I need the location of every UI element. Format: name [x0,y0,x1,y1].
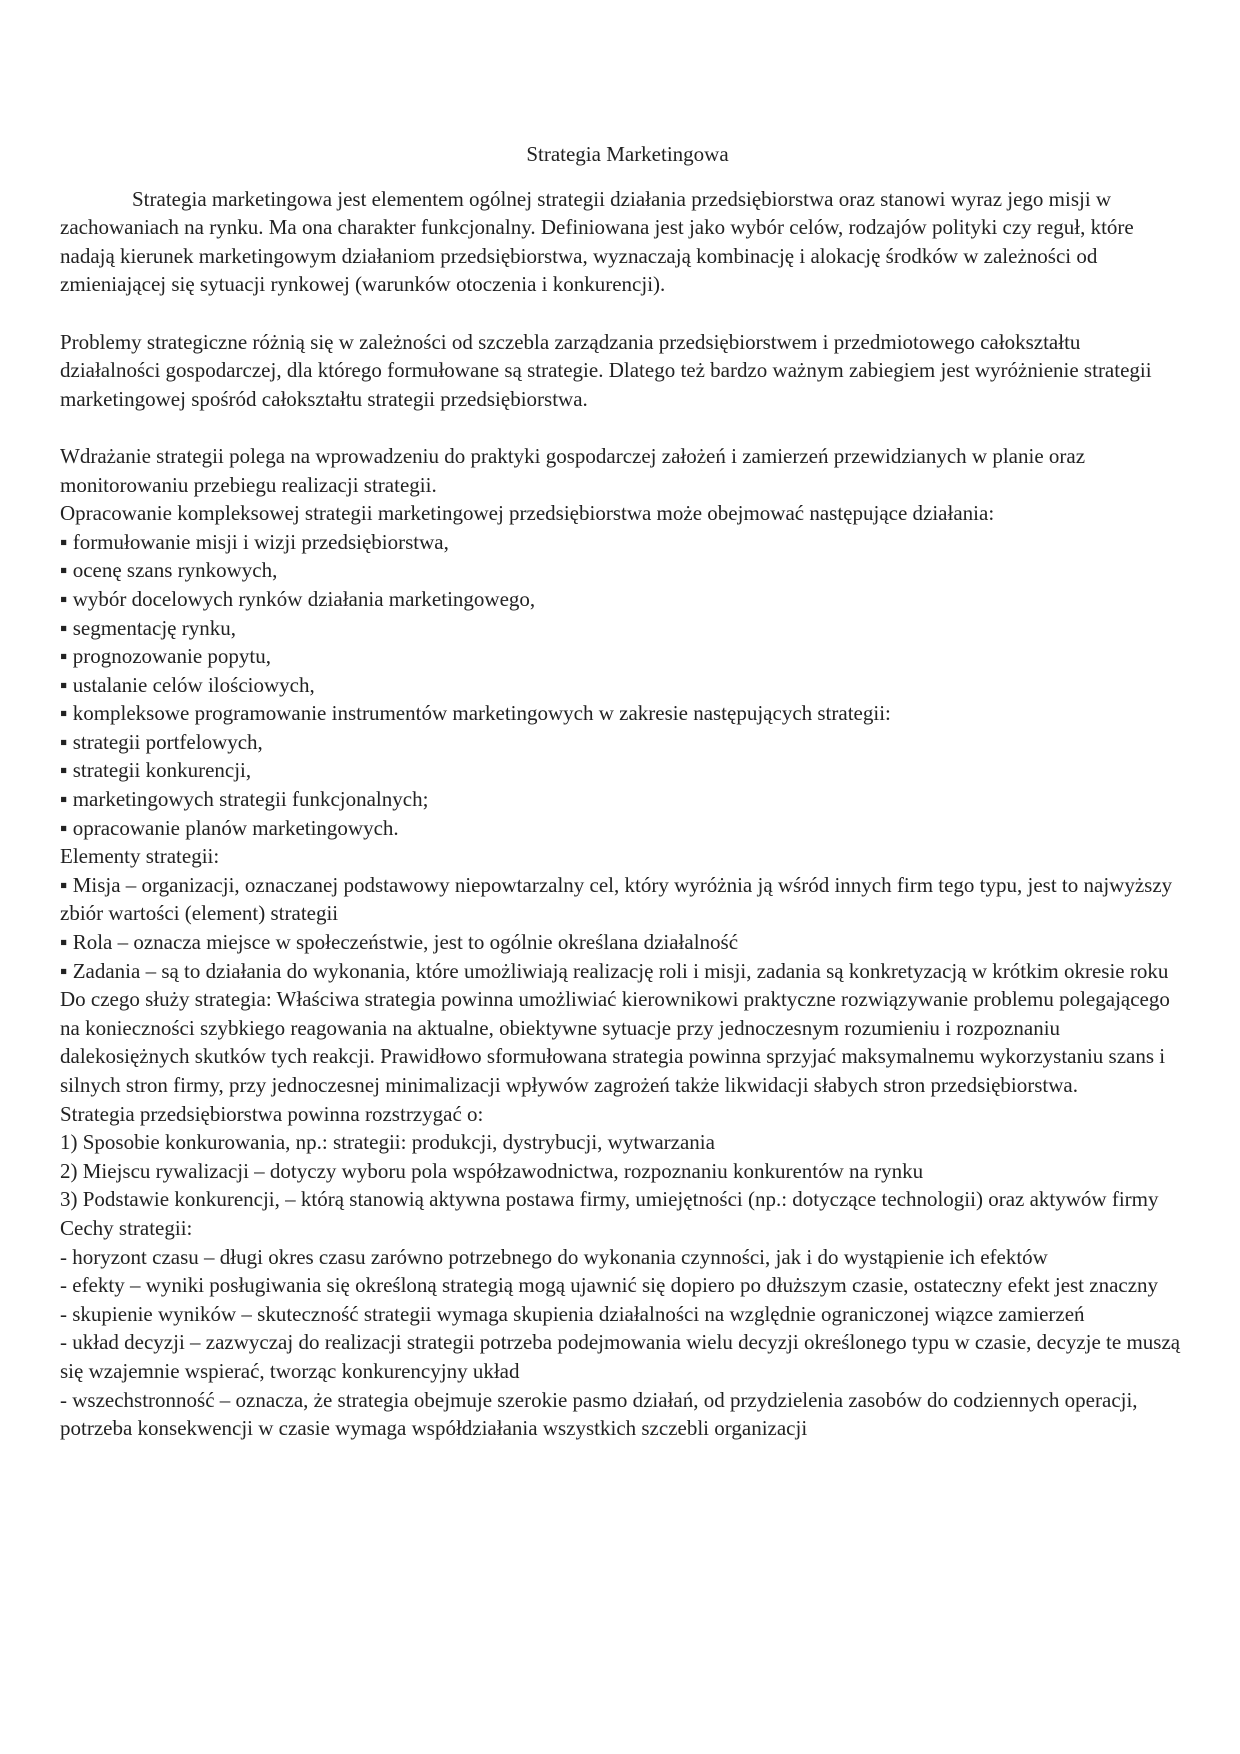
list-item: ▪ Rola – oznacza miejsce w społeczeństwie, jest to ogólnie określana działalność [60,930,739,955]
list-item: 2) Miejscu rywalizacji – dotyczy wyboru pola współzawodnictwa, rozpoznaniu konkurentów na rynku [60,1158,924,1183]
paragraph-gap [60,413,1185,442]
list-item: ▪ strategii konkurencji, [60,758,252,783]
paragraph-gap [60,299,1185,328]
list-item: ▪ kompleksowe programowanie instrumentów marketingowych w zakresie następujących strategii: [60,701,891,726]
problems-paragraph: Problemy strategiczne różnią się w zależności od szczebla zarządzania przedsiębiorstwem i przedmiotowego całokształtu działalności gospodarczej, dla którego formułowane są strategie. Dlatego też bardzo ważnym zabiegiem jest wyróżnienie strategii marketingowej spośród całokształtu strategii przedsiębiorstwa. [60,329,1152,411]
list-item: ▪ opracowanie planów marketingowych. [60,815,399,840]
document-page [60,140,1185,1443]
list-item: - skupienie wyników – skuteczność strategii wymaga skupienia działalności na względnie ograniczonej wiązce zamierzeń [60,1301,1085,1326]
list-item: ▪ marketingowych strategii funkcjonalnych; [60,787,429,812]
list-item: 1) Sposobie konkurowania, np.: strategii: produkcji, dystrybucji, wytwarzania [60,1130,715,1155]
list-item: ▪ wybór docelowych rynków działania marketingowego, [60,586,536,611]
list-item: - efekty – wyniki posługiwania się określoną strategią mogą ujawnić się dopiero po dłuższym czasie, ostateczny efekt jest znaczny [60,1273,1159,1298]
list-item: ▪ segmentację rynku, [60,615,236,640]
implementation-paragraph: Wdrażanie strategii polega na wprowadzeniu do praktyki gospodarczej założeń i zamierzeń przewidzianych w planie oraz monitorowaniu przebiegu realizacji strategii. [60,443,1086,497]
elements-heading: Elementy strategii: [60,844,220,869]
list-item: ▪ ustalanie celów ilościowych, [60,672,315,697]
list-item: ▪ ocenę szans rynkowych, [60,558,278,583]
list-item: - horyzont czasu – długi okres czasu zarówno potrzebnego do wykonania czynności, jak i do wystąpienie ich efektów [60,1244,1048,1269]
list-item: ▪ Misja – organizacji, oznaczanej podstawowy niepowtarzalny cel, który wyróżnia ją wśród innych firm tego typu, jest to najwyższy zbiór wartości (element) strategii [60,872,1173,926]
list-item: ▪ strategii portfelowych, [60,729,263,754]
document-title: Strategia Marketingowa [526,142,729,166]
list-item: - wszechstronność – oznacza, że strategia obejmuje szerokie pasmo działań, od przydzielenia zasobów do codziennych operacji, potrzeba konsekwencji w czasie wymaga współdziałania wszystkich szczebli organizacji [60,1387,1138,1441]
purpose-paragraph: Do czego służy strategia: Właściwa strategia powinna umożliwiać kierownikowi praktyczne rozwiązywanie problemu polegającego na konieczności szybkiego reagowania na aktualne, obiektywne sytuacje przy jednoczesnym rozumieniu i rozpoznaniu dalekosiężnych skutków tych reakcji. Prawidłowo sformułowana strategia powinna sprzyjać maksymalnemu wykorzystaniu szans i silnych stron firmy, przy jednoczesnej minimalizacji wpływów zagrożeń także likwidacji słabych stron przedsiębiorstwa. [60,987,1170,1097]
list-item: 3) Podstawie konkurencji, – którą stanowią aktywna postawa firmy, umiejętności (np.: dotyczące technologii) oraz aktywów firmy [60,1187,1159,1212]
decide-heading: Strategia przedsiębiorstwa powinna rozstrzygać o: [60,1101,484,1126]
list-item: - układ decyzji – zazwyczaj do realizacji strategii potrzeba podejmowania wielu decyzji określonego typu w czasie, decyzje te muszą się wzajemnie wspierać, tworząc konkurencyjny układ [60,1330,1181,1383]
list-item: ▪ prognozowanie popytu, [60,644,271,669]
features-heading: Cechy strategii: [60,1215,193,1240]
intro-paragraph: Strategia marketingowa jest elementem ogólnej strategii działania przedsiębiorstwa oraz stanowi wyraz jego misji w zachowaniach na rynku. Ma ona charakter funkcjonalny. Definiowana jest jako wybór celów, rodzajów polityki czy reguł, które nadają kierunek marketingowym działaniom przedsiębiorstwa, wyznaczają kombinację i alokację środków w zależności od zmieniającej się sytuacji rynkowej (warunków otoczenia i konkurencji). [60,186,1134,297]
list-item: ▪ Zadania – są to działania do wykonania, które umożliwiają realizację roli i misji, zadania są konkretyzacją w krótkim okresie roku [60,958,1169,983]
activities-intro: Opracowanie kompleksowej strategii marketingowej przedsiębiorstwa może obejmować następujące działania: [60,501,995,526]
list-item: ▪ formułowanie misji i wizji przedsiębiorstwa, [60,529,449,554]
